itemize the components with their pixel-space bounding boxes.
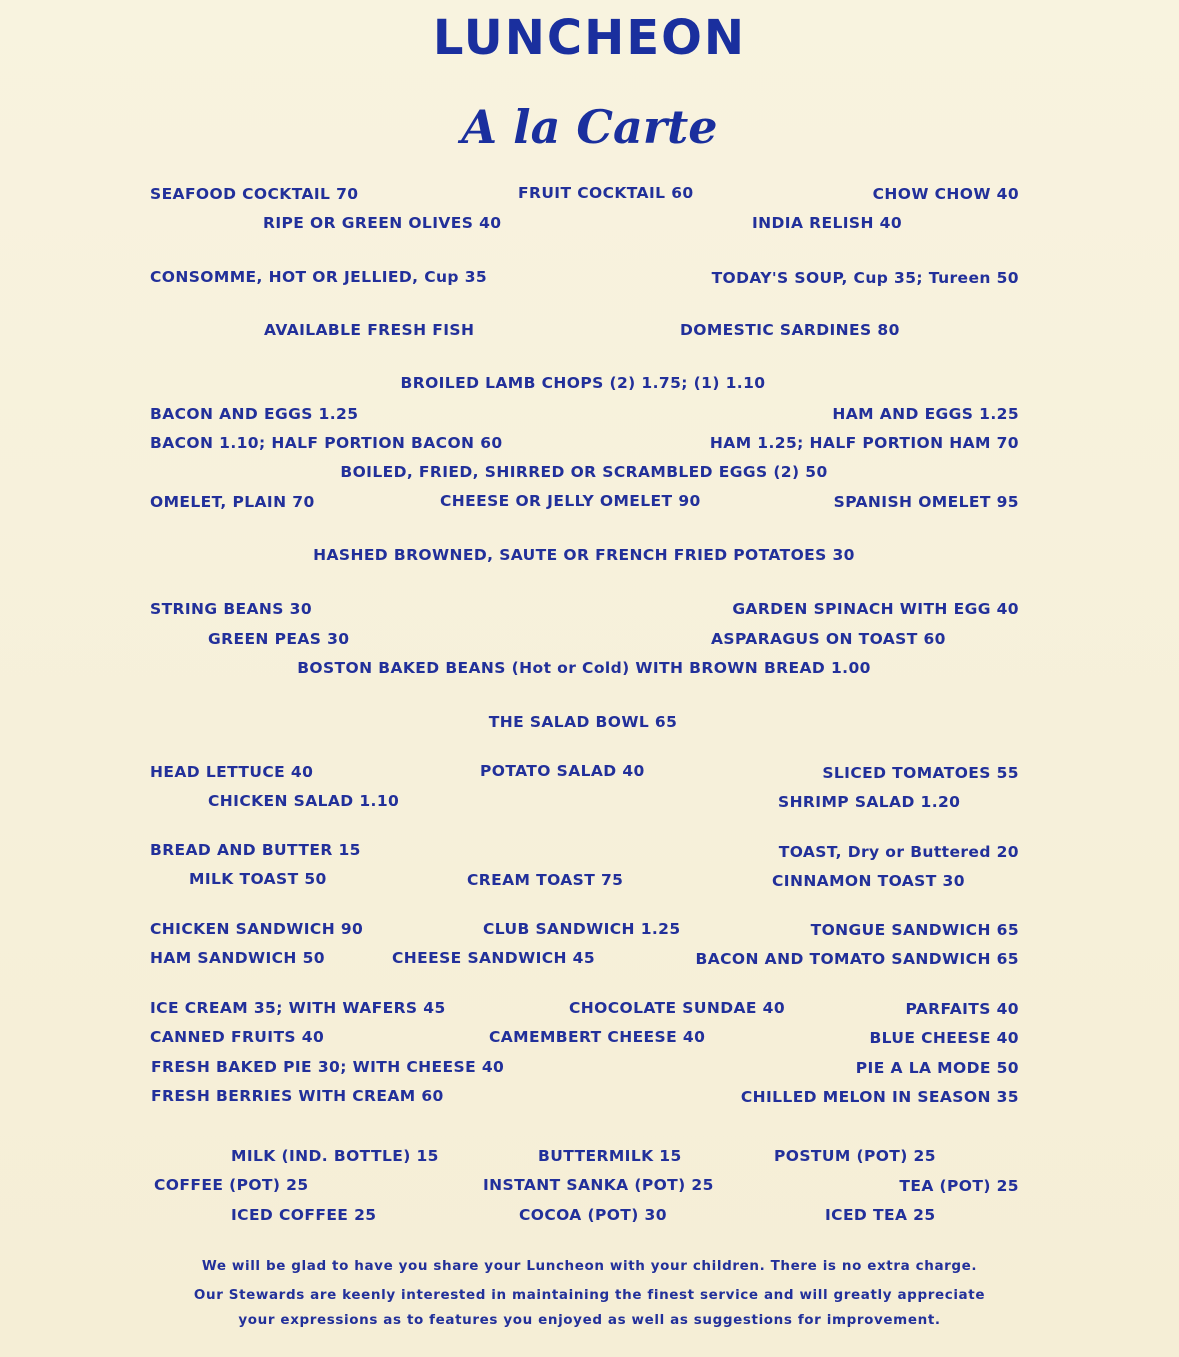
menu-item-buttermilk: BUTTERMILK 15 <box>538 1147 682 1165</box>
menu-item-tongue-sandwich: TONGUE SANDWICH 65 <box>810 921 1019 939</box>
menu-item-potato-salad: POTATO SALAD 40 <box>480 762 645 780</box>
menu-item-spinach: GARDEN SPINACH WITH EGG 40 <box>732 600 1019 618</box>
menu-item-fresh-fish: AVAILABLE FRESH FISH <box>264 321 475 339</box>
footer-note-line-3: your expressions as to features you enjoyed as well as suggestions for improvement. <box>238 1312 941 1328</box>
menu-item-chocolate-sundae: CHOCOLATE SUNDAE 40 <box>569 999 786 1017</box>
menu-item-milk: MILK (IND. BOTTLE) 15 <box>231 1147 439 1165</box>
menu-item-camembert: CAMEMBERT CHEESE 40 <box>489 1028 706 1046</box>
menu-item-iced-tea: ICED TEA 25 <box>825 1206 936 1224</box>
menu-item-tea: TEA (POT) 25 <box>899 1177 1019 1195</box>
menu-item-toast: TOAST, Dry or Buttered 20 <box>778 843 1019 861</box>
menu-item-blt-sandwich: BACON AND TOMATO SANDWICH 65 <box>695 950 1019 968</box>
menu-item-coffee: COFFEE (POT) 25 <box>154 1176 309 1194</box>
menu-item-ice-cream: ICE CREAM 35; WITH WAFERS 45 <box>150 999 446 1017</box>
menu-item-chicken-salad: CHICKEN SALAD 1.10 <box>208 792 400 810</box>
menu-item-pie-mode: PIE A LA MODE 50 <box>855 1059 1019 1077</box>
menu-item-string-beans: STRING BEANS 30 <box>150 600 313 618</box>
footer-note-line-1: We will be glad to have you share your Luncheon with your children. There is no extra charge. <box>201 1258 978 1274</box>
menu-item-iced-coffee: ICED COFFEE 25 <box>231 1206 377 1224</box>
menu-item-cocoa: COCOA (POT) 30 <box>519 1206 667 1224</box>
menu-item-green-peas: GREEN PEAS 30 <box>208 630 350 648</box>
menu-item-cinnamon-toast: CINNAMON TOAST 30 <box>772 872 965 890</box>
menu-item-chicken-sandwich: CHICKEN SANDWICH 90 <box>150 920 364 938</box>
menu-item-sanka: INSTANT SANKA (POT) 25 <box>483 1176 714 1194</box>
menu-item-cream-toast: CREAM TOAST 75 <box>467 871 624 889</box>
menu-item-head-lettuce: HEAD LETTUCE 40 <box>150 763 314 781</box>
menu-item-lamb-chops: BROILED LAMB CHOPS (2) 1.75; (1) 1.10 <box>400 374 766 392</box>
menu-item-ham: HAM 1.25; HALF PORTION HAM 70 <box>709 434 1019 452</box>
menu-item-sardines: DOMESTIC SARDINES 80 <box>680 321 900 339</box>
menu-item-bacon: BACON 1.10; HALF PORTION BACON 60 <box>150 434 503 452</box>
menu-item-club-sandwich: CLUB SANDWICH 1.25 <box>483 920 681 938</box>
menu-item-ham-sandwich: HAM SANDWICH 50 <box>150 949 325 967</box>
menu-item-potatoes: HASHED BROWNED, SAUTE OR FRENCH FRIED POTATOES 30 <box>313 546 855 564</box>
menu-item-shrimp-salad: SHRIMP SALAD 1.20 <box>778 793 961 811</box>
menu-item-milk-toast: MILK TOAST 50 <box>189 870 327 888</box>
menu-item-parfaits: PARFAITS 40 <box>905 1000 1019 1018</box>
menu-item-blue-cheese: BLUE CHEESE 40 <box>869 1029 1019 1047</box>
menu-title: LUNCHEON <box>432 10 747 66</box>
menu-item-chow-chow: CHOW CHOW 40 <box>872 185 1019 203</box>
menu-item-canned-fruits: CANNED FRUITS 40 <box>150 1028 325 1046</box>
menu-subtitle: A la Carte <box>461 100 718 154</box>
menu-item-berries: FRESH BERRIES WITH CREAM 60 <box>151 1087 444 1105</box>
menu-item-todays-soup: TODAY'S SOUP, Cup 35; Tureen 50 <box>711 269 1019 287</box>
menu-item-bread-butter: BREAD AND BUTTER 15 <box>150 841 361 859</box>
menu-item-seafood-cocktail: SEAFOOD COCKTAIL 70 <box>150 185 359 203</box>
menu-item-melon: CHILLED MELON IN SEASON 35 <box>740 1088 1019 1106</box>
menu-item-ham-eggs: HAM AND EGGS 1.25 <box>832 405 1019 423</box>
menu-item-bacon-eggs: BACON AND EGGS 1.25 <box>150 405 359 423</box>
menu-item-omelet-plain: OMELET, PLAIN 70 <box>150 493 315 511</box>
menu-item-salad-bowl: THE SALAD BOWL 65 <box>488 713 678 731</box>
menu-item-omelet-spanish: SPANISH OMELET 95 <box>833 493 1019 511</box>
menu-item-asparagus: ASPARAGUS ON TOAST 60 <box>711 630 946 648</box>
footer-note-line-2: Our Stewards are keenly interested in maintaining the finest service and will greatly appreciate <box>193 1287 986 1303</box>
menu-item-india-relish: INDIA RELISH 40 <box>752 214 903 232</box>
menu-item-sliced-tomatoes: SLICED TOMATOES 55 <box>822 764 1019 782</box>
menu-item-pie: FRESH BAKED PIE 30; WITH CHEESE 40 <box>151 1058 505 1076</box>
menu-item-eggs: BOILED, FRIED, SHIRRED OR SCRAMBLED EGGS (2) 50 <box>340 463 828 481</box>
menu-item-omelet-cheese: CHEESE OR JELLY OMELET 90 <box>440 492 701 510</box>
menu-item-postum: POSTUM (POT) 25 <box>774 1147 936 1165</box>
menu-item-olives: RIPE OR GREEN OLIVES 40 <box>263 214 502 232</box>
menu-item-baked-beans: BOSTON BAKED BEANS (Hot or Cold) WITH BROWN BREAD 1.00 <box>297 659 871 677</box>
menu-item-consomme: CONSOMME, HOT OR JELLIED, Cup 35 <box>150 268 488 286</box>
menu-item-cheese-sandwich: CHEESE SANDWICH 45 <box>392 949 596 967</box>
menu-item-fruit-cocktail: FRUIT COCKTAIL 60 <box>518 184 694 202</box>
